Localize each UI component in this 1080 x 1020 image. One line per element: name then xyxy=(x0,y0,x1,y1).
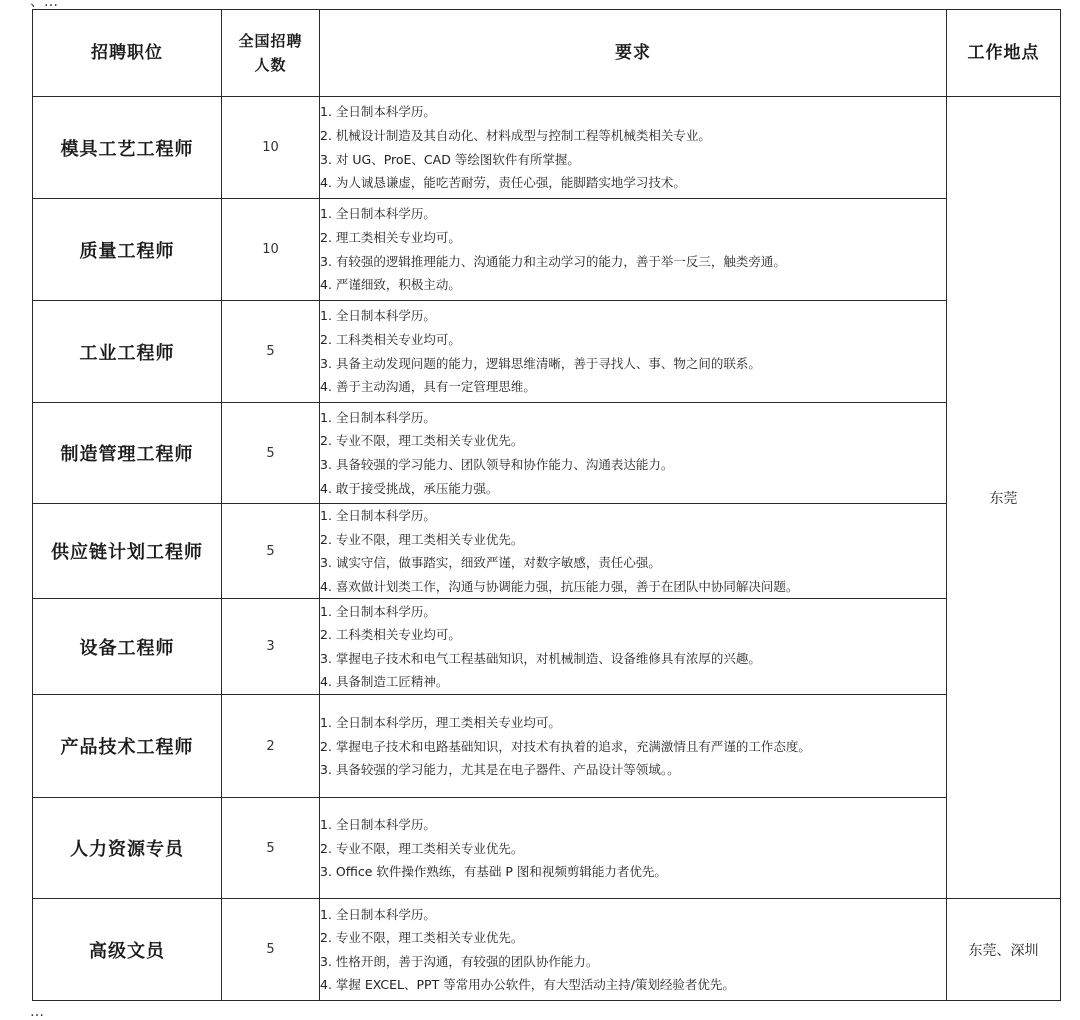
requirement-line: 1. 全日制本科学历。 xyxy=(320,308,436,324)
count-cell: 10 xyxy=(222,199,320,301)
requirements-cell xyxy=(320,504,947,599)
requirement-line: 1. 全日制本科学历，理工类相关专业均可。 xyxy=(320,714,561,730)
table-row xyxy=(33,695,1061,798)
position-cell: 工业工程师 xyxy=(33,301,222,403)
location-cell-main: 东莞 xyxy=(947,97,1061,899)
header-count-line1: 全国招聘 xyxy=(238,32,303,50)
count-cell: 2 xyxy=(222,695,320,798)
requirement-line: 1. 全日制本科学历。 xyxy=(320,816,436,832)
location-cell-last: 东莞、深圳 xyxy=(947,899,1061,1001)
requirement-line: 2. 理工类相关专业均可。 xyxy=(320,229,461,245)
table-row xyxy=(33,301,1061,403)
position-cell: 制造管理工程师 xyxy=(33,403,222,504)
count-cell: 5 xyxy=(222,899,320,1001)
count-cell: 3 xyxy=(222,599,320,695)
table-row xyxy=(33,599,1061,695)
requirement-line: 1. 全日制本科学历。 xyxy=(320,508,436,523)
requirements-cell xyxy=(320,301,947,403)
requirement-line: 1. 全日制本科学历。 xyxy=(320,906,436,922)
recruitment-table xyxy=(32,9,1061,1001)
count-cell: 5 xyxy=(222,403,320,504)
position-cell: 产品技术工程师 xyxy=(33,695,222,798)
requirement-line: 2. 工科类相关专业均可。 xyxy=(320,627,461,643)
requirement-line: 4. 严谨细致，积极主动。 xyxy=(320,277,461,293)
requirement-line: 4. 喜欢做计划类工作，沟通与协调能力强，抗压能力强，善于在团队中协同解决问题。 xyxy=(320,578,799,594)
position-cell: 人力资源专员 xyxy=(33,798,222,899)
requirement-line: 4. 敢于接受挑战，承压能力强。 xyxy=(320,480,499,496)
requirement-line: 1. 全日制本科学历。 xyxy=(320,206,436,222)
table-row xyxy=(33,97,1061,199)
table-row xyxy=(33,199,1061,301)
requirements-cell xyxy=(320,798,947,899)
header-count-line2: 人数 xyxy=(254,56,287,74)
page-fragment-bottom: … xyxy=(30,1004,44,1020)
requirements-cell xyxy=(320,599,947,695)
page-fragment-top: 、… xyxy=(30,0,58,10)
requirement-line: 2. 专业不限，理工类相关专业优先。 xyxy=(320,433,524,449)
requirement-line: 3. 具备较强的学习能力、团队领导和协作能力、沟通表达能力。 xyxy=(320,457,674,472)
table-row xyxy=(33,899,1061,1001)
requirement-line: 4. 掌握 EXCEL、PPT 等常用办公软件，有大型活动主持/策划经验者优先。 xyxy=(320,977,735,993)
requirement-line: 3. 具备较强的学习能力，尤其是在电子器件、产品设计等领域。。 xyxy=(320,762,680,778)
requirement-line: 1. 全日制本科学历。 xyxy=(320,104,436,120)
header-count xyxy=(222,10,320,97)
requirement-line: 3. Office 软件操作熟练，有基础 P 图和视频剪辑能力者优先。 xyxy=(320,864,667,880)
requirement-line: 3. 性格开朗，善于沟通，有较强的团队协作能力。 xyxy=(320,953,599,969)
table-row xyxy=(33,403,1061,504)
requirement-line: 2. 工科类相关专业均可。 xyxy=(320,331,461,347)
requirements-cell xyxy=(320,97,947,199)
table-header-row xyxy=(33,10,1061,97)
position-cell: 高级文员 xyxy=(33,899,222,1001)
requirement-line: 3. 对 UG、ProE、CAD 等绘图软件有所掌握。 xyxy=(320,151,580,167)
requirements-cell xyxy=(320,695,947,798)
requirement-line: 2. 掌握电子技术和电路基础知识，对技术有执着的追求，充满激情且有严谨的工作态度。 xyxy=(320,738,811,754)
requirement-line: 2. 机械设计制造及其自动化、材料成型与控制工程等机械类相关专业。 xyxy=(320,127,711,143)
requirement-line: 2. 专业不限，理工类相关专业优先。 xyxy=(320,531,524,547)
requirement-line: 4. 善于主动沟通，具有一定管理思维。 xyxy=(320,379,536,395)
position-cell: 供应链计划工程师 xyxy=(33,504,222,599)
count-cell: 5 xyxy=(222,504,320,599)
requirements-cell xyxy=(320,899,947,1001)
position-cell: 模具工艺工程师 xyxy=(33,97,222,199)
header-location: 工作地点 xyxy=(947,10,1061,97)
requirement-line: 3. 诚实守信，做事踏实，细致严谨，对数字敏感，责任心强。 xyxy=(320,555,661,571)
table-row xyxy=(33,504,1061,599)
requirements-cell xyxy=(320,199,947,301)
requirement-line: 3. 掌握电子技术和电气工程基础知识，对机械制造、设备维修具有浓厚的兴趣。 xyxy=(320,650,761,666)
requirement-line: 1. 全日制本科学历。 xyxy=(320,409,436,425)
requirement-line: 2. 专业不限，理工类相关专业优先。 xyxy=(320,930,524,946)
requirements-cell xyxy=(320,403,947,504)
header-position: 招聘职位 xyxy=(33,10,222,97)
table-row xyxy=(33,798,1061,899)
count-cell: 5 xyxy=(222,301,320,403)
count-cell: 5 xyxy=(222,798,320,899)
requirement-line: 1. 全日制本科学历。 xyxy=(320,603,436,619)
header-requirements: 要求 xyxy=(320,10,947,97)
requirement-line: 3. 有较强的逻辑推理能力、沟通能力和主动学习的能力，善于举一反三，触类旁通。 xyxy=(320,253,786,269)
count-cell: 10 xyxy=(222,97,320,199)
position-cell: 设备工程师 xyxy=(33,599,222,695)
requirement-line: 3. 具备主动发现问题的能力，逻辑思维清晰，善于寻找人、事、物之间的联系。 xyxy=(320,355,761,371)
requirement-line: 4. 具备制造工匠精神。 xyxy=(320,674,449,690)
position-cell: 质量工程师 xyxy=(33,199,222,301)
requirement-line: 4. 为人诚恳谦虚，能吃苦耐劳，责任心强，能脚踏实地学习技术。 xyxy=(320,175,686,191)
requirement-line: 2. 专业不限，理工类相关专业优先。 xyxy=(320,840,524,856)
